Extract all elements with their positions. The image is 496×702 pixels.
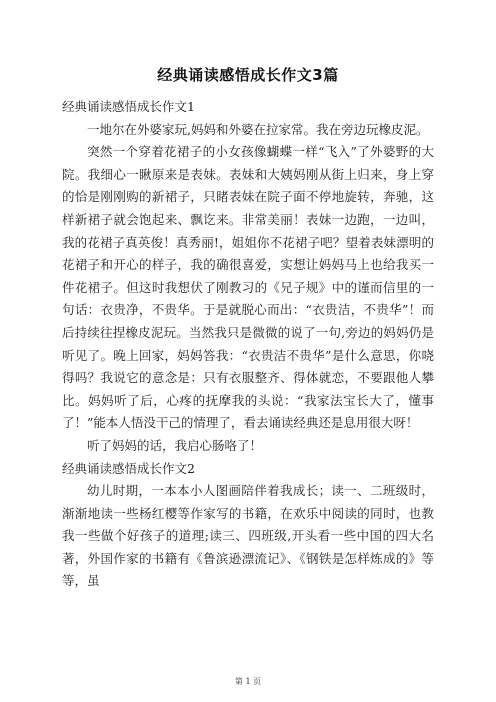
paragraph: 幼儿时期，一本本小人图画陪伴着我成长；读一、二班级时，渐渐地读一些杨红樱等作家写的书籍，在欢乐中阅读的同时，也教我一些做个好孩子的道理;读三、四班级,开头看一些中国的四大名著，外国作家的书籍有《鲁滨逊漂流记》、《钢铁是怎样炼成的》等等，虽 <box>62 483 434 589</box>
paragraph: 一地尔在外婆家玩,妈妈和外婆在拉家常。我在旁边玩橡皮泥。 <box>87 121 429 137</box>
paragraph: 听了妈妈的话，我启心肠咯了！ <box>87 437 263 453</box>
paragraph: 突然一个穿着花裙子的小女孩像蝴蝶一样“飞入”了外婆野的大院。我细心一瞅原来是表妹。表妹和大姨妈刚从街上归来，身上穿的恰是刚刚购的新裙子，只睹表妹在院子面不停地旋转，奔驰，这样新裙子就会饱起来、飘讫来。非常美丽！表妹一边跑，一边叫，我的花裙子真英俊！真秀丽!，姐姐你不花裙子吧？望着表妹漂明的花裙子和开心的样子，我的确很喜爱，实想让妈妈马上也给我买一件花裙子。但这时我想伏了刚教习的《兄子规》中的谨而信里的一句话：衣贵净，不贵华。于是就脱心而出：“衣贵洁，不贵华”！而后持续往捏橡皮泥玩。当然我只是微微的说了一句,旁边的妈妈仍是听见了。晚上回家，妈妈答我：“衣贵洁不贵华”是什么意思，你哓得吗？我说它的意念是：只有衣服整齐、得体就恋，不要跟他人攀比。妈妈听了后，心疼的抚摩我的头说：“我家法宝长大了，懂事了！”能本人悟没干己的情理了，看去诵读经典还是息用很大呀！ <box>62 144 434 431</box>
section-heading: 经典诵读感悟成长作文1 <box>62 99 195 114</box>
section-heading: 经典诵读感悟成长作文2 <box>62 460 195 476</box>
document-title: 经典诵读感悟成长作文3篇 <box>157 66 339 84</box>
page-number: 第 1 页 <box>234 677 262 686</box>
document-body <box>62 96 434 593</box>
